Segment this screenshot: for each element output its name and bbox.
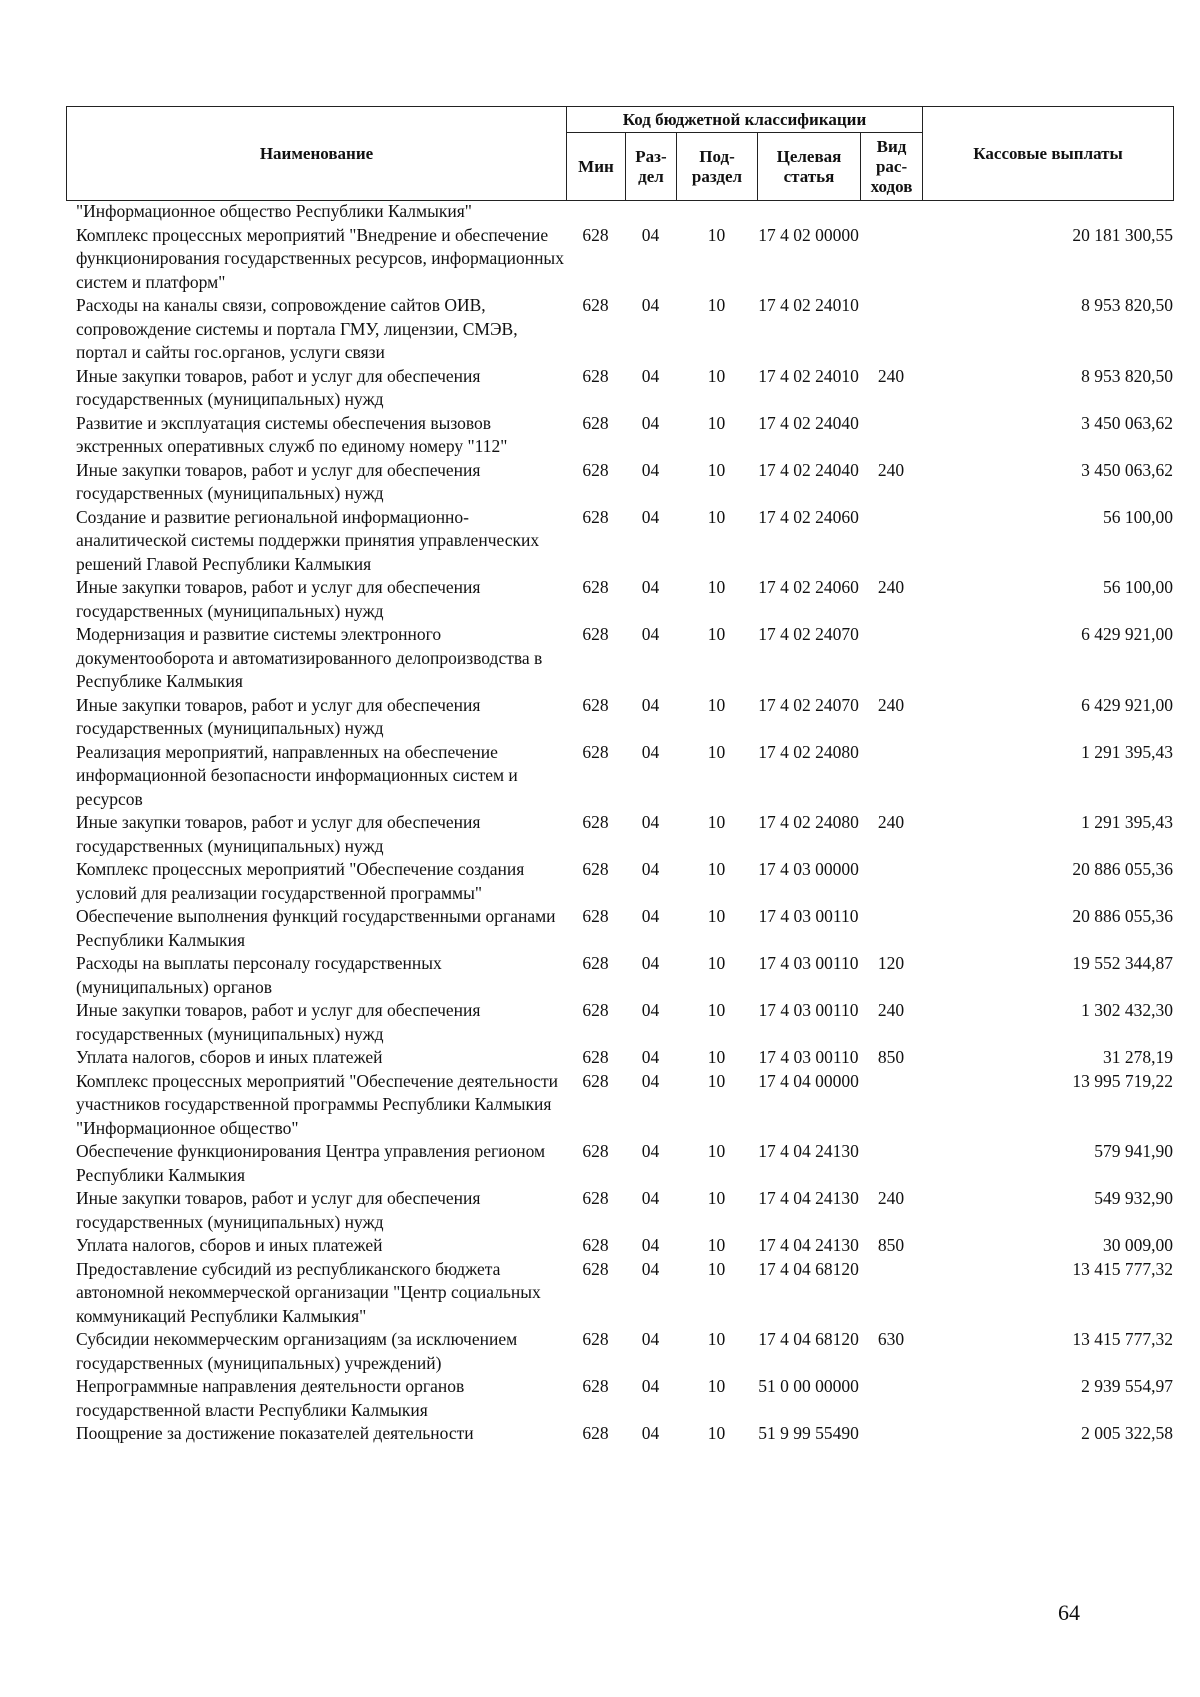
row-vid (860, 1422, 922, 1446)
row-podrazdel: 10 (707, 624, 726, 644)
row-celevaya: 17 4 02 24080 (758, 741, 859, 762)
row-amount: 3 450 063,62 (1081, 459, 1173, 480)
row-min: 628 (582, 1000, 609, 1020)
row-amount: 6 429 921,00 (1081, 624, 1173, 644)
table-row (76, 694, 1173, 741)
row-vid (860, 1070, 922, 1141)
row-celevaya: 17 4 04 24130 (758, 1188, 859, 1208)
row-podrazdel: 10 (707, 224, 726, 245)
header-razdel: Раз-дел (626, 133, 677, 201)
row-celevaya: 17 4 02 24080 (758, 812, 859, 832)
table-row (76, 459, 1173, 506)
row-name: Реализация мероприятий, направленных на обеспечение информационной безопасности информационных систем и ресурсов (76, 741, 518, 809)
row-min: 628 (582, 906, 609, 926)
row-name: Уплата налогов, сборов и иных платежей (76, 1047, 383, 1067)
row-podrazdel: 10 (707, 1141, 726, 1161)
row-vid: 240 (877, 365, 905, 386)
row-vid (860, 858, 922, 905)
table-row (76, 365, 1173, 412)
row-vid: 240 (877, 1000, 905, 1020)
row-vid: 240 (877, 459, 905, 480)
row-vid: 240 (877, 577, 905, 597)
row-celevaya: 51 9 99 55490 (758, 1423, 859, 1443)
header-kbk: Код бюджетной классификации (567, 107, 923, 133)
row-razdel: 04 (641, 624, 660, 644)
row-razdel: 04 (641, 295, 660, 315)
table-row (76, 999, 1173, 1046)
row-podrazdel: 10 (707, 1423, 726, 1443)
row-podrazdel: 10 (707, 741, 726, 762)
table-header (66, 106, 1174, 201)
row-min: 628 (582, 365, 609, 386)
header-podrazdel: Под-раздел (677, 133, 758, 201)
header-kassovye: Кассовые выплаты (923, 107, 1174, 201)
row-min: 628 (582, 1070, 609, 1091)
row-min: 628 (582, 1329, 609, 1349)
row-podrazdel: 10 (707, 1188, 726, 1208)
row-celevaya: 17 4 02 24060 (758, 577, 859, 597)
row-amount: 3 450 063,62 (1081, 412, 1173, 433)
row-amount: 2 005 322,58 (1081, 1423, 1173, 1443)
row-min: 628 (582, 1423, 609, 1443)
row-podrazdel: 10 (707, 859, 726, 879)
row-amount: 2 939 554,97 (1081, 1376, 1173, 1396)
row-razdel: 04 (641, 1423, 660, 1443)
table-row (76, 1046, 1173, 1070)
row-celevaya: 17 4 04 24130 (758, 1141, 859, 1161)
row-amount: 20 886 055,36 (1072, 906, 1173, 926)
row-name: Иные закупки товаров, работ и услуг для обеспечения государственных (муниципальных) нужд (76, 812, 481, 856)
row-name: Иные закупки товаров, работ и услуг для обеспечения государственных (муниципальных) нужд (76, 459, 481, 503)
row-podrazdel: 10 (707, 1070, 726, 1091)
row-name: Уплата налогов, сборов и иных платежей (76, 1235, 383, 1255)
row-razdel: 04 (641, 1329, 660, 1349)
row-vid: 120 (877, 953, 905, 973)
row-podrazdel: 10 (707, 1329, 726, 1349)
table-row (76, 1328, 1173, 1375)
table-row (76, 576, 1173, 623)
table-row (76, 623, 1173, 694)
row-amount: 56 100,00 (1103, 506, 1173, 527)
row-name: Иные закупки товаров, работ и услуг для обеспечения государственных (муниципальных) нужд (76, 1000, 481, 1044)
row-razdel: 04 (641, 906, 660, 926)
row-celevaya (757, 200, 860, 224)
table-row (76, 858, 1173, 905)
row-amount: 579 941,90 (1094, 1141, 1173, 1161)
row-celevaya: 17 4 03 00110 (758, 1000, 859, 1020)
row-celevaya: 17 4 03 00110 (758, 1047, 859, 1067)
row-celevaya: 17 4 02 24040 (758, 459, 859, 480)
row-amount: 13 995 719,22 (1072, 1070, 1173, 1091)
row-celevaya: 17 4 03 00110 (758, 953, 859, 973)
row-min: 628 (582, 295, 609, 315)
row-razdel: 04 (641, 1235, 660, 1255)
row-amount: 8 953 820,50 (1081, 365, 1173, 386)
row-podrazdel (676, 200, 757, 224)
row-min: 628 (582, 1258, 609, 1279)
header-name: Наименование (67, 107, 567, 201)
table-row (76, 1140, 1173, 1187)
row-razdel: 04 (641, 1188, 660, 1208)
table-row (76, 1070, 1173, 1141)
row-razdel: 04 (641, 859, 660, 879)
row-name: Иные закупки товаров, работ и услуг для обеспечения государственных (муниципальных) нужд (76, 1188, 481, 1232)
table-row (76, 1422, 1173, 1446)
row-razdel: 04 (641, 812, 660, 832)
row-celevaya: 51 0 00 00000 (758, 1376, 859, 1396)
row-min: 628 (582, 953, 609, 973)
row-amount: 20 886 055,36 (1072, 859, 1173, 879)
row-celevaya: 17 4 04 00000 (758, 1070, 859, 1091)
row-razdel: 04 (641, 1047, 660, 1067)
row-amount: 13 415 777,32 (1072, 1329, 1173, 1349)
row-min: 628 (582, 741, 609, 762)
table-row (76, 811, 1173, 858)
table-row (76, 224, 1173, 295)
row-podrazdel: 10 (707, 1047, 726, 1067)
row-celevaya: 17 4 02 24010 (758, 365, 859, 386)
row-name: "Информационное общество Республики Калмыкия" (76, 201, 472, 221)
row-min: 628 (582, 694, 609, 715)
row-name: Расходы на выплаты персоналу государственных (муниципальных) органов (76, 953, 442, 997)
row-razdel: 04 (641, 1376, 660, 1396)
row-podrazdel: 10 (707, 1000, 726, 1020)
row-min: 628 (582, 224, 609, 245)
row-razdel: 04 (641, 412, 660, 433)
row-celevaya: 17 4 02 24010 (758, 295, 859, 315)
row-amount: 1 291 395,43 (1081, 812, 1173, 832)
row-podrazdel: 10 (707, 506, 726, 527)
row-podrazdel: 10 (707, 1258, 726, 1279)
row-podrazdel: 10 (707, 694, 726, 715)
row-razdel: 04 (641, 694, 660, 715)
table-row (76, 741, 1173, 812)
row-min: 628 (582, 1188, 609, 1208)
row-vid (860, 412, 922, 459)
row-name: Непрограммные направления деятельности органов государственной власти Республики Калмыкия (76, 1376, 465, 1420)
row-vid (860, 905, 922, 952)
row-celevaya: 17 4 02 24070 (758, 624, 859, 644)
row-amount: 6 429 921,00 (1081, 694, 1173, 715)
row-name: Расходы на каналы связи, сопровождение сайтов ОИВ, сопровождение системы и портала ГМУ, лицензии, СМЭВ, портал и сайты гос.органов, услуги связи (76, 295, 518, 362)
header-celevaya: Целевая статья (758, 133, 861, 201)
row-podrazdel: 10 (707, 412, 726, 433)
row-razdel: 04 (641, 459, 660, 480)
row-min: 628 (582, 859, 609, 879)
row-min: 628 (582, 1376, 609, 1396)
row-name: Комплекс процессных мероприятий "Внедрение и обеспечение функционирования государственных ресурсов, информационных систем и платформ" (76, 224, 564, 292)
row-amount: 56 100,00 (1103, 577, 1173, 597)
row-name: Предоставление субсидий из республиканского бюджета автономной некоммерческой организации "Центр социальных коммуникаций Республики Калмыкия" (76, 1258, 541, 1326)
row-amount: 19 552 344,87 (1072, 953, 1173, 973)
row-amount: 30 009,00 (1103, 1235, 1173, 1255)
row-name: Развитие и эксплуатация системы обеспечения вызовов экстренных оперативных служб по единому номеру "112" (76, 412, 508, 456)
row-name: Субсидии некоммерческим организациям (за исключением государственных (муниципальных) учреждений) (76, 1329, 518, 1373)
row-amount: 549 932,90 (1094, 1188, 1173, 1208)
row-amount: 1 291 395,43 (1081, 741, 1173, 762)
table-row (76, 1234, 1173, 1258)
row-celevaya: 17 4 04 24130 (758, 1235, 859, 1255)
row-podrazdel: 10 (707, 365, 726, 386)
row-celevaya: 17 4 02 00000 (758, 224, 859, 245)
row-celevaya: 17 4 04 68120 (758, 1258, 859, 1279)
row-razdel: 04 (641, 1000, 660, 1020)
row-celevaya: 17 4 02 24060 (758, 506, 859, 527)
row-vid (860, 224, 922, 295)
row-name: Иные закупки товаров, работ и услуг для обеспечения государственных (муниципальных) нужд (76, 577, 481, 621)
row-razdel (625, 200, 676, 224)
row-amount: 13 415 777,32 (1072, 1258, 1173, 1279)
row-vid (860, 1140, 922, 1187)
row-podrazdel: 10 (707, 1376, 726, 1396)
row-name: Обеспечение выполнения функций государственными органами Республики Калмыкия (76, 906, 556, 950)
row-min: 628 (582, 1141, 609, 1161)
row-name: Комплекс процессных мероприятий "Обеспечение создания условий для реализации государственной программы" (76, 859, 525, 903)
row-min: 628 (582, 1235, 609, 1255)
table-row (76, 1258, 1173, 1329)
row-vid: 240 (877, 812, 905, 832)
row-vid (860, 1375, 922, 1422)
table-row (76, 1375, 1173, 1422)
row-min: 628 (582, 412, 609, 433)
budget-table (76, 200, 1173, 1446)
row-vid: 630 (877, 1329, 905, 1349)
table-row (76, 200, 1173, 224)
row-razdel: 04 (641, 506, 660, 527)
row-podrazdel: 10 (707, 953, 726, 973)
row-razdel: 04 (641, 577, 660, 597)
row-vid: 240 (877, 694, 905, 715)
row-razdel: 04 (641, 365, 660, 386)
row-name: Модернизация и развитие системы электронного документооборота и автоматизированного делопроизводства в Республике Калмыкия (76, 624, 543, 691)
row-amount: 8 953 820,50 (1081, 295, 1173, 315)
row-celevaya: 17 4 03 00110 (758, 906, 859, 926)
row-amount (922, 200, 1173, 224)
table-row (76, 905, 1173, 952)
table-row (76, 506, 1173, 577)
row-name: Комплекс процессных мероприятий "Обеспечение деятельности участников государственной программы Республики Калмыкия "Информационное общество" (76, 1070, 558, 1138)
row-amount: 1 302 432,30 (1081, 1000, 1173, 1020)
table-row (76, 952, 1173, 999)
row-name: Иные закупки товаров, работ и услуг для обеспечения государственных (муниципальных) нужд (76, 694, 481, 738)
row-name: Создание и развитие региональной информационно-аналитической системы поддержки принятия управленческих решений Главой Республики Калмыкия (76, 506, 540, 574)
row-razdel: 04 (641, 1141, 660, 1161)
row-min: 628 (582, 459, 609, 480)
row-podrazdel: 10 (707, 577, 726, 597)
row-min: 628 (582, 1047, 609, 1067)
row-razdel: 04 (641, 953, 660, 973)
row-podrazdel: 10 (707, 459, 726, 480)
row-min: 628 (582, 506, 609, 527)
row-vid (860, 506, 922, 577)
row-razdel: 04 (641, 741, 660, 762)
row-vid (860, 623, 922, 694)
row-celevaya: 17 4 04 68120 (758, 1329, 859, 1349)
header-vid: Вид рас-ходов (861, 133, 923, 201)
header-min: Мин (567, 133, 626, 201)
page-number: 64 (1058, 1600, 1080, 1625)
row-name: Поощрение за достижение показателей деятельности (76, 1423, 474, 1443)
row-celevaya: 17 4 03 00000 (758, 859, 859, 879)
table-row (76, 1187, 1173, 1234)
row-razdel: 04 (641, 1070, 660, 1091)
row-vid: 850 (877, 1047, 905, 1067)
row-min (566, 200, 625, 224)
row-podrazdel: 10 (707, 295, 726, 315)
row-podrazdel: 10 (707, 906, 726, 926)
row-razdel: 04 (641, 1258, 660, 1279)
row-podrazdel: 10 (707, 1235, 726, 1255)
row-vid (860, 294, 922, 365)
row-name: Обеспечение функционирования Центра управления регионом Республики Калмыкия (76, 1141, 546, 1185)
row-celevaya: 17 4 02 24070 (758, 694, 859, 715)
row-min: 628 (582, 812, 609, 832)
table-row (76, 412, 1173, 459)
row-amount: 31 278,19 (1103, 1047, 1173, 1067)
row-podrazdel: 10 (707, 812, 726, 832)
table-row (76, 294, 1173, 365)
row-celevaya: 17 4 02 24040 (758, 412, 859, 433)
row-min: 628 (582, 577, 609, 597)
row-razdel: 04 (641, 224, 660, 245)
row-vid (860, 741, 922, 812)
row-min: 628 (582, 624, 609, 644)
row-amount: 20 181 300,55 (1072, 224, 1173, 245)
row-vid: 850 (877, 1235, 905, 1255)
row-vid: 240 (877, 1188, 905, 1208)
row-name: Иные закупки товаров, работ и услуг для обеспечения государственных (муниципальных) нужд (76, 365, 481, 409)
row-vid (860, 200, 922, 224)
row-vid (860, 1258, 922, 1329)
